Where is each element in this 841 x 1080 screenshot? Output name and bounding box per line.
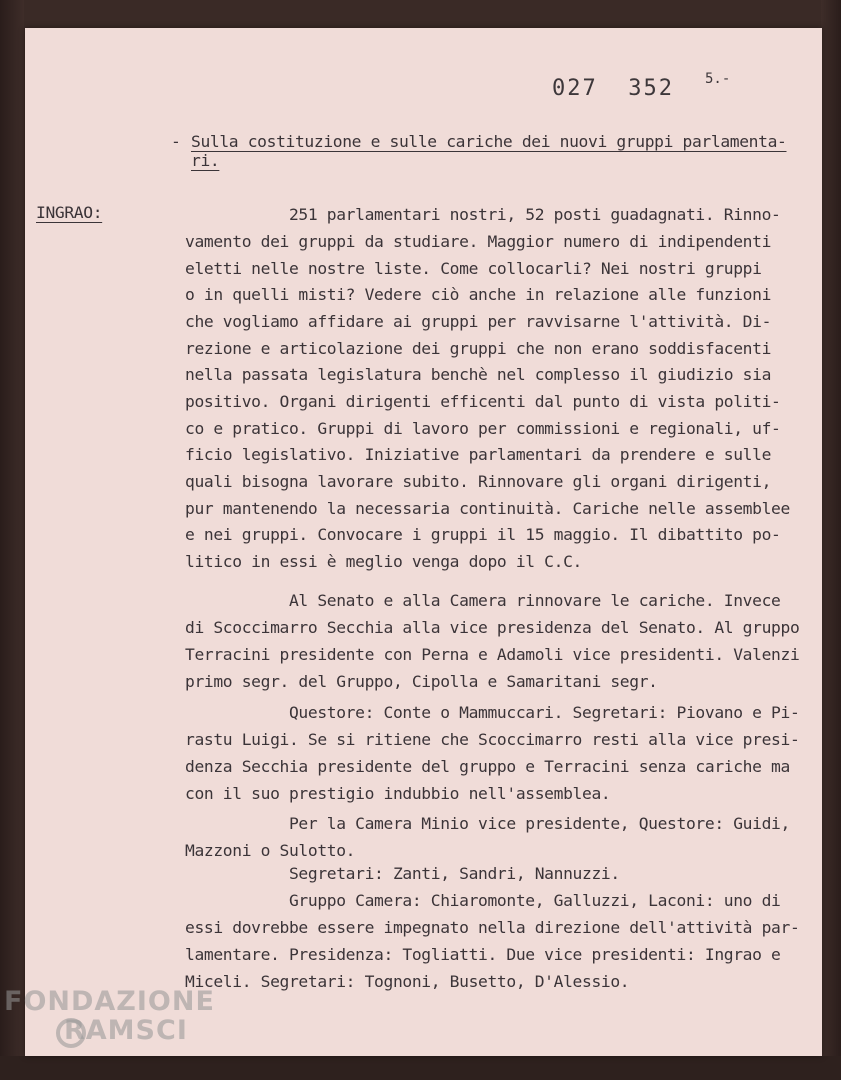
document-number: 027 352 (552, 76, 674, 101)
body-line: Terracini presidente con Perna e Adamoli vice presidenti. Valenzi (185, 645, 800, 664)
speaker-label: INGRAO: (36, 203, 103, 222)
body-line: rastu Luigi. Se si ritiene che Scoccimarro resti alla vice presi- (185, 730, 800, 749)
scan-background-right (821, 0, 841, 1080)
body-line: con il suo prestigio indubbio nell'assemblea. (185, 784, 611, 803)
body-line: denza Secchia presidente del gruppo e Terracini senza cariche ma (185, 757, 790, 776)
body-line: Gruppo Camera: Chiaromonte, Galluzzi, Laconi: uno di (185, 891, 781, 910)
body-line: pur mantenendo la necessaria continuità. Cariche nelle assemblee (185, 499, 790, 518)
body-line: primo segr. del Gruppo, Cipolla e Samaritani segr. (185, 672, 658, 691)
heading-dash: - (171, 132, 181, 151)
body-line: di Scoccimarro Secchia alla vice presidenza del Senato. Al gruppo (185, 618, 800, 637)
body-line: Segretari: Zanti, Sandri, Nannuzzi. (185, 864, 620, 883)
scan-background-left (0, 0, 24, 1080)
section-heading-line-1: Sulla costituzione e sulle cariche dei nuovi gruppi parlamenta- (191, 132, 787, 151)
body-line: essi dovrebbe essere impegnato nella direzione dell'attività par- (185, 918, 800, 937)
body-line: Al Senato e alla Camera rinnovare le cariche. Invece (185, 591, 781, 610)
body-line: ficio legislativo. Iniziative parlamentari da prendere e sulle (185, 445, 772, 464)
watermark-line-2: RAMSCI (64, 1015, 188, 1046)
body-line: e nei gruppi. Convocare i gruppi il 15 maggio. Il dibattito po- (185, 525, 781, 544)
body-line: che vogliamo affidare ai gruppi per ravvisarne l'attività. Di- (185, 312, 772, 331)
body-line: litico in essi è meglio venga dopo il C.C. (185, 552, 582, 571)
watermark-line-1: FONDAZIONE (4, 986, 215, 1017)
body-line: co e pratico. Gruppi di lavoro per commissioni e regionali, uf- (185, 419, 781, 438)
scan-background-bottom (0, 1056, 841, 1080)
body-line: eletti nelle nostre liste. Come collocarli? Nei nostri gruppi (185, 259, 762, 278)
fondazione-gramsci-watermark (4, 988, 215, 1044)
body-line: vamento dei gruppi da studiare. Maggior numero di indipendenti (185, 232, 772, 251)
body-line: lamentare. Presidenza: Togliatti. Due vice presidenti: Ingrao e (185, 945, 781, 964)
watermark-logo-icon (56, 1018, 86, 1048)
body-line: Mazzoni o Sulotto. (185, 841, 356, 860)
body-line: Per la Camera Minio vice presidente, Questore: Guidi, (185, 814, 790, 833)
body-line: nella passata legislatura benchè nel complesso il giudizio sia (185, 365, 772, 384)
document-page (25, 28, 822, 1056)
body-line: rezione e articolazione dei gruppi che non erano soddisfacenti (185, 339, 772, 358)
body-line: o in quelli misti? Vedere ciò anche in relazione alle funzioni (185, 285, 772, 304)
page-mark: 5.- (705, 71, 731, 87)
body-line: quali bisogna lavorare subito. Rinnovare gli organi dirigenti, (185, 472, 772, 491)
body-line: Questore: Conte o Mammuccari. Segretari: Piovano e Pi- (185, 703, 800, 722)
section-heading-line-2: ri. (191, 151, 220, 170)
body-line: positivo. Organi dirigenti efficenti dal punto di vista politi- (185, 392, 781, 411)
body-line: 251 parlamentari nostri, 52 posti guadagnati. Rinno- (185, 205, 781, 224)
body-line: Miceli. Segretari: Tognoni, Busetto, D'Alessio. (185, 972, 630, 991)
